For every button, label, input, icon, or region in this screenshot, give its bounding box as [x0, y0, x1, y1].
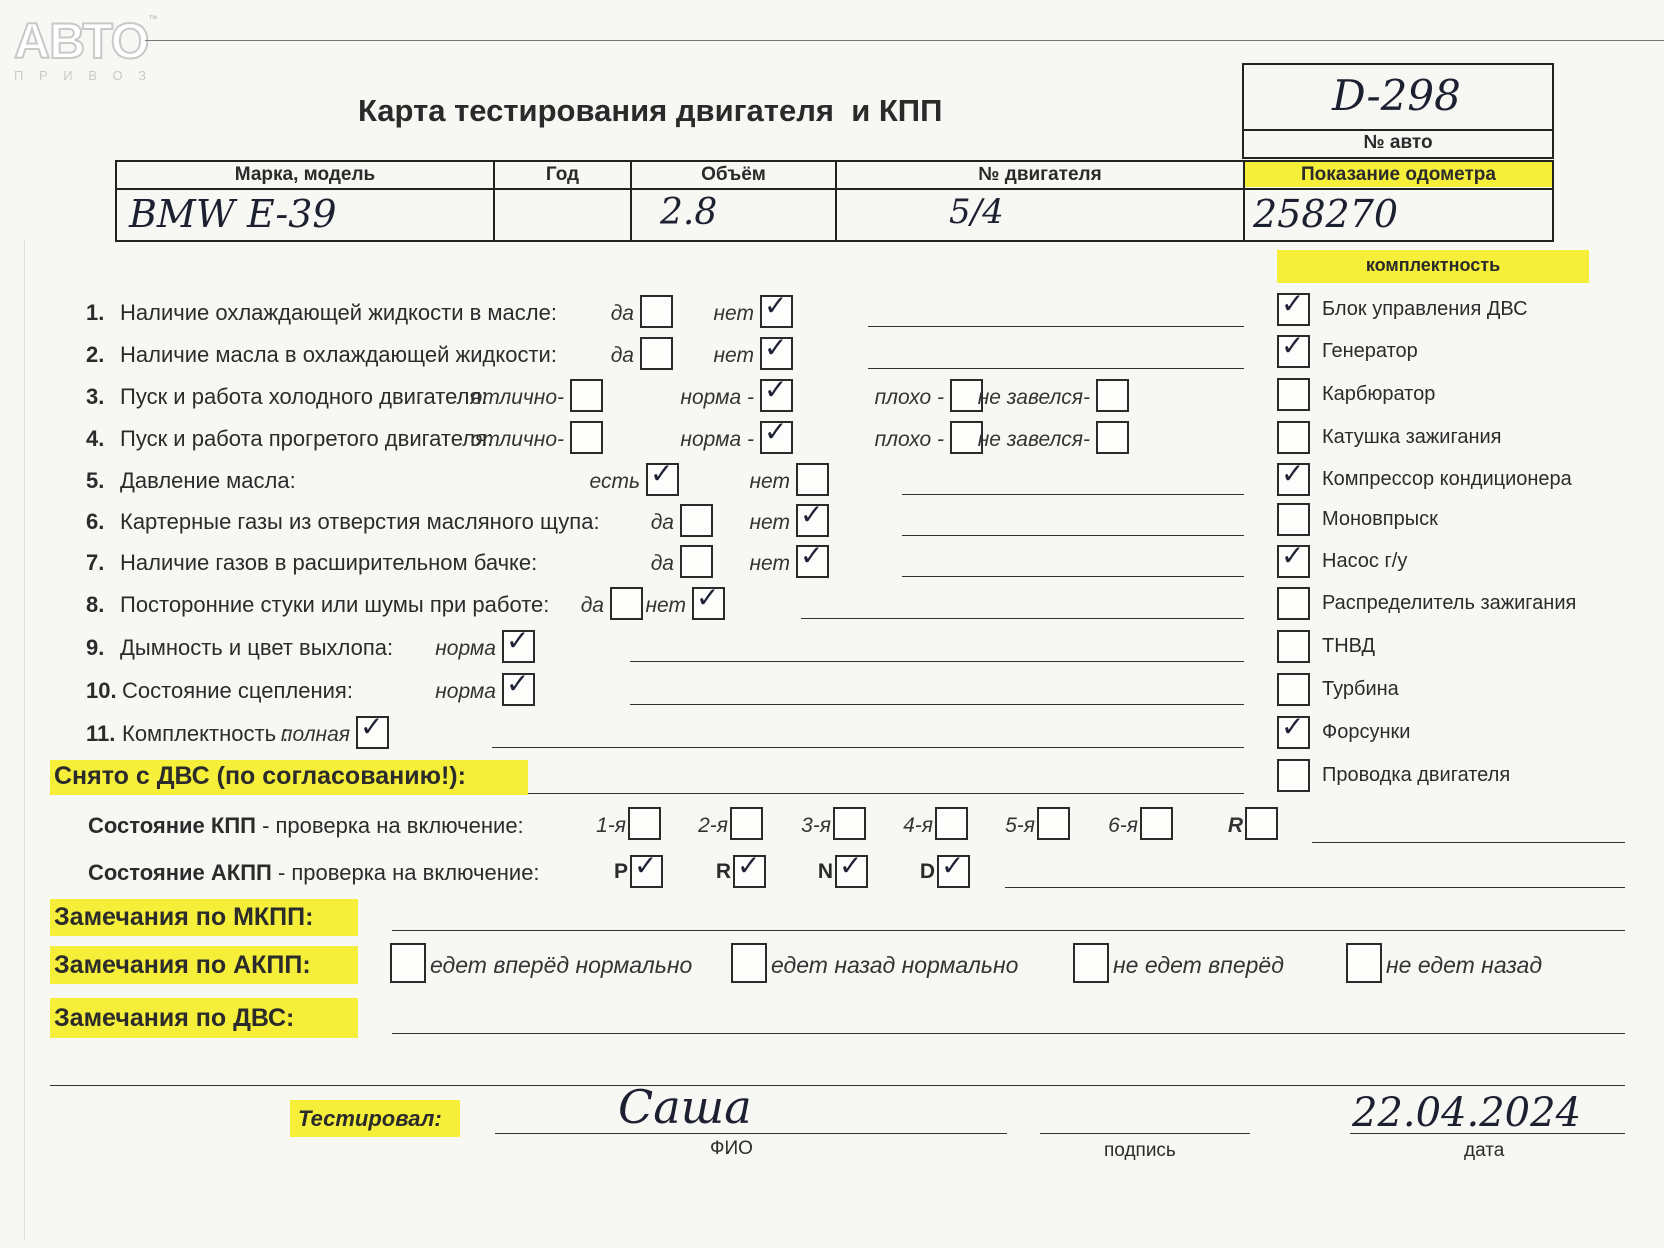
option-label: да	[610, 344, 634, 367]
akpp-gear-checkbox[interactable]	[937, 849, 970, 888]
option-checkbox[interactable]	[570, 421, 603, 454]
question-text: Наличие масла в охлаждающей жидкости:	[120, 342, 557, 367]
question-text: Наличие газов в расширительном бачке:	[120, 550, 538, 575]
option-label: отлично-	[470, 386, 564, 409]
option-checkbox-mark: ✓	[764, 331, 788, 364]
remark-mkpp-label: Замечания по МКПП:	[54, 903, 314, 931]
question-number: 2.	[86, 342, 105, 367]
option-checkbox-mark: ✓	[696, 581, 720, 614]
option-checkbox[interactable]	[1096, 379, 1129, 412]
completeness-checkbox-mark: ✓	[1281, 287, 1305, 320]
option-checkbox[interactable]	[760, 415, 793, 454]
name-line	[495, 1133, 1007, 1134]
akpp-gear-checkbox[interactable]	[835, 849, 868, 888]
col-model-value: BMW E-39	[129, 192, 337, 236]
answer-line	[630, 661, 1244, 662]
question-text: Состояние сцепления:	[122, 678, 353, 703]
kpp-gear-label: R	[1227, 814, 1243, 837]
date-line	[1350, 1133, 1625, 1134]
kpp-gear-checkbox[interactable]	[1037, 807, 1070, 840]
col-engine-no-label: № двигателя	[978, 164, 1102, 185]
col-volume-label: Объём	[701, 164, 766, 185]
option-checkbox[interactable]	[646, 457, 679, 496]
completeness-item-label: Турбина	[1322, 678, 1399, 700]
akpp-remark-checkbox[interactable]	[731, 943, 767, 983]
completeness-checkbox[interactable]	[1277, 421, 1310, 454]
col-year	[495, 162, 632, 240]
option-checkbox-mark: ✓	[800, 539, 824, 572]
kpp-label	[88, 813, 524, 839]
car-number-label: № авто	[1363, 132, 1433, 153]
col-volume	[632, 162, 837, 240]
option-label: полная	[280, 723, 350, 746]
akpp-label-bold: Состояние АКПП	[88, 860, 272, 885]
akpp-remark-label: не едет назад	[1386, 952, 1543, 978]
question-number: 6.	[86, 509, 105, 534]
option-checkbox[interactable]	[640, 295, 673, 328]
option-label: норма	[435, 637, 496, 660]
col-year-label: Год	[545, 164, 580, 185]
option-checkbox-mark: ✓	[764, 373, 788, 406]
akpp-remark-checkbox[interactable]	[1346, 943, 1382, 983]
kpp-gear-checkbox[interactable]	[730, 807, 763, 840]
completeness-checkbox[interactable]	[1277, 329, 1310, 368]
section-rule	[50, 1085, 1625, 1086]
option-checkbox-mark: ✓	[506, 667, 530, 700]
test-date: 22.04.2024	[1352, 1090, 1582, 1136]
option-checkbox[interactable]	[796, 539, 829, 578]
kpp-gear-label: 4-я	[903, 814, 933, 837]
question-number: 3.	[86, 384, 105, 409]
akpp-gear-label: D	[919, 860, 935, 883]
option-checkbox[interactable]	[502, 624, 535, 663]
akpp-remark-label: едет вперёд нормально	[430, 952, 693, 978]
akpp-gear-label: R	[715, 860, 731, 883]
logo-subtext: П Р И В О З	[14, 68, 153, 83]
option-label: отлично-	[470, 428, 564, 451]
akpp-gear-checkbox-mark: ✓	[839, 849, 863, 882]
answer-line	[630, 704, 1244, 705]
completeness-item-label: ТНВД	[1322, 635, 1376, 657]
question-text: Давление масла:	[120, 468, 296, 493]
akpp-remark-checkbox[interactable]	[1073, 943, 1109, 983]
answer-line	[902, 494, 1244, 495]
col-volume-value: 2.8	[660, 192, 718, 233]
completeness-item-label: Форсунки	[1322, 721, 1411, 743]
answer-line	[868, 326, 1244, 327]
option-label: нет	[749, 511, 790, 534]
removed-label: Снято с ДВС (по согласованию!):	[54, 762, 466, 790]
akpp-gear-checkbox-mark: ✓	[941, 849, 965, 882]
completeness-checkbox-mark: ✓	[1281, 329, 1305, 362]
question-text: Дымность и цвет выхлопа:	[120, 635, 394, 660]
completeness-checkbox[interactable]	[1277, 378, 1310, 411]
kpp-gear-checkbox[interactable]	[833, 807, 866, 840]
akpp-gear-checkbox-mark: ✓	[634, 849, 658, 882]
logo-text: АВТО	[14, 13, 149, 69]
completeness-item-label: Карбюратор	[1322, 383, 1436, 405]
tester-name: Саша	[618, 1080, 752, 1134]
kpp-gear-checkbox[interactable]	[1245, 807, 1278, 840]
car-number-value: D-298	[1332, 71, 1461, 120]
completeness-checkbox[interactable]	[1277, 759, 1310, 792]
logo	[14, 13, 158, 83]
question-text: Пуск и работа прогретого двигателя:	[120, 426, 494, 451]
option-label: плохо -	[874, 428, 944, 451]
completeness-item-label: Проводка двигателя	[1322, 764, 1511, 786]
completeness-checkbox-mark: ✓	[1281, 539, 1305, 572]
option-label: плохо -	[874, 386, 944, 409]
option-checkbox-mark: ✓	[360, 710, 384, 743]
option-checkbox[interactable]	[570, 379, 603, 412]
signature-line	[1040, 1133, 1250, 1134]
kpp-label-rest: - проверка на включение:	[255, 813, 524, 838]
completeness-checkbox[interactable]	[1277, 539, 1310, 578]
akpp-gear-label: N	[817, 860, 833, 883]
completeness-item-label: Блок управления ДВС	[1322, 298, 1528, 320]
option-checkbox[interactable]	[796, 463, 829, 496]
completeness-item-label: Распределитель зажигания	[1322, 592, 1577, 614]
akpp-label-rest: - проверка на включение:	[271, 860, 540, 885]
completeness-item-label: Насос г/у	[1322, 550, 1408, 572]
remark-mkpp-line	[392, 930, 1625, 931]
option-label: нет	[713, 302, 754, 325]
question-number: 5.	[86, 468, 105, 493]
answer-line	[902, 535, 1244, 536]
removed-line	[528, 793, 1244, 794]
option-checkbox[interactable]	[502, 667, 535, 706]
question-number: 9.	[86, 635, 105, 660]
remark-dvs-line	[392, 1033, 1625, 1034]
car-number-box	[1242, 63, 1554, 159]
option-checkbox[interactable]	[692, 581, 725, 620]
page-title: Карта тестирования двигателя и КПП	[358, 93, 943, 128]
option-label: нет	[749, 470, 790, 493]
col-engine-no	[837, 162, 1245, 240]
col-model-label: Марка, модель	[234, 164, 376, 185]
completeness-checkbox[interactable]	[1277, 673, 1310, 706]
option-label: норма -	[680, 428, 754, 451]
question-text: Наличие охлаждающей жидкости в масле:	[120, 300, 557, 325]
top-rule	[145, 40, 1664, 41]
kpp-gear-label: 2-я	[698, 814, 728, 837]
question-number: 11.	[86, 721, 116, 746]
completeness-checkbox-mark: ✓	[1281, 457, 1305, 490]
question-number: 4.	[86, 426, 105, 451]
option-checkbox[interactable]	[760, 373, 793, 412]
kpp-line	[1312, 842, 1625, 843]
option-label: нет	[749, 552, 790, 575]
akpp-gear-checkbox[interactable]	[733, 849, 766, 888]
option-checkbox-mark: ✓	[506, 624, 530, 657]
option-label: не завелся-	[977, 386, 1090, 409]
option-checkbox[interactable]	[680, 504, 713, 537]
akpp-label	[88, 860, 540, 886]
answer-line	[801, 618, 1244, 619]
option-label: да	[650, 552, 674, 575]
completeness-checkbox[interactable]	[1277, 710, 1310, 749]
col-engine-no-value: 5/4	[949, 192, 1004, 232]
question-number: 1.	[86, 300, 105, 325]
kpp-label-bold: Состояние КПП	[88, 813, 256, 838]
option-checkbox[interactable]	[356, 710, 389, 749]
car-number-divider	[1244, 129, 1552, 131]
akpp-remark-checkbox[interactable]	[390, 943, 426, 983]
option-checkbox-mark: ✓	[764, 289, 788, 322]
option-label: да	[580, 594, 604, 617]
question-number: 10.	[86, 678, 117, 703]
option-checkbox[interactable]	[640, 337, 673, 370]
option-label: норма -	[680, 386, 754, 409]
tested-label: Тестировал:	[298, 1106, 442, 1131]
remark-dvs-label: Замечания по ДВС:	[54, 1004, 295, 1032]
option-checkbox[interactable]	[610, 587, 643, 620]
completeness-checkbox[interactable]	[1277, 457, 1310, 496]
option-checkbox-mark: ✓	[800, 498, 824, 531]
question-text: Посторонние стуки или шумы при работе:	[120, 592, 550, 617]
question-text: Пуск и работа холодного двигателя:	[120, 384, 488, 409]
col-odometer-value: 258270	[1253, 192, 1399, 236]
completeness-item-label: Генератор	[1322, 340, 1418, 362]
kpp-gear-checkbox[interactable]	[1140, 807, 1173, 840]
completeness-checkbox[interactable]	[1277, 630, 1310, 663]
completeness-checkbox[interactable]	[1277, 503, 1310, 536]
option-checkbox-mark: ✓	[764, 415, 788, 448]
kpp-gear-label: 1-я	[596, 814, 626, 837]
option-label: норма	[435, 680, 496, 703]
option-checkbox[interactable]	[1096, 421, 1129, 454]
option-checkbox-mark: ✓	[650, 457, 674, 490]
option-checkbox[interactable]	[760, 331, 793, 370]
answer-line	[492, 747, 1244, 748]
option-label: не завелся-	[977, 428, 1090, 451]
option-label: нет	[713, 344, 754, 367]
col-odometer	[1245, 162, 1552, 240]
option-label: да	[650, 511, 674, 534]
signature-caption: подпись	[1104, 1140, 1176, 1161]
kpp-gear-label: 3-я	[801, 814, 831, 837]
kpp-gear-checkbox[interactable]	[628, 807, 661, 840]
completeness-checkbox[interactable]	[1277, 587, 1310, 620]
question-text: Комплектность :	[122, 721, 289, 746]
question-number: 7.	[86, 550, 105, 575]
remark-akpp-label: Замечания по АКПП:	[54, 951, 311, 979]
completeness-checkbox-mark: ✓	[1281, 710, 1305, 743]
logo-tm: ™	[148, 14, 158, 25]
completeness-title: комплектность	[1365, 255, 1501, 275]
akpp-line	[1005, 887, 1625, 888]
col-model	[117, 162, 495, 240]
akpp-gear-checkbox-mark: ✓	[737, 849, 761, 882]
name-caption: ФИО	[710, 1138, 753, 1159]
akpp-remark-label: едет назад нормально	[771, 952, 1019, 978]
completeness-checkbox[interactable]	[1277, 287, 1310, 326]
akpp-gear-label: P	[613, 860, 628, 883]
date-caption: дата	[1464, 1140, 1505, 1161]
option-label: да	[610, 302, 634, 325]
left-edge	[24, 240, 25, 1240]
akpp-gear-checkbox[interactable]	[630, 849, 663, 888]
completeness-item-label: Моновпрыск	[1322, 508, 1438, 530]
option-label: есть	[589, 470, 640, 493]
option-checkbox[interactable]	[796, 498, 829, 537]
option-label: нет	[645, 594, 686, 617]
col-odometer-label: Показание одометра	[1301, 164, 1496, 185]
answer-line	[902, 576, 1244, 577]
kpp-gear-label: 5-я	[1005, 814, 1035, 837]
akpp-remark-label: не едет вперёд	[1113, 952, 1284, 978]
question-text: Картерные газы из отверстия масляного щупа:	[120, 509, 600, 534]
header-table	[115, 160, 1554, 242]
kpp-gear-checkbox[interactable]	[935, 807, 968, 840]
completeness-item-label: Катушка зажигания	[1322, 426, 1502, 448]
question-number: 8.	[86, 592, 105, 617]
option-checkbox[interactable]	[760, 289, 793, 328]
answer-line	[868, 368, 1244, 369]
kpp-gear-label: 6-я	[1108, 814, 1138, 837]
option-checkbox[interactable]	[680, 545, 713, 578]
completeness-item-label: Компрессор кондиционера	[1322, 468, 1572, 490]
